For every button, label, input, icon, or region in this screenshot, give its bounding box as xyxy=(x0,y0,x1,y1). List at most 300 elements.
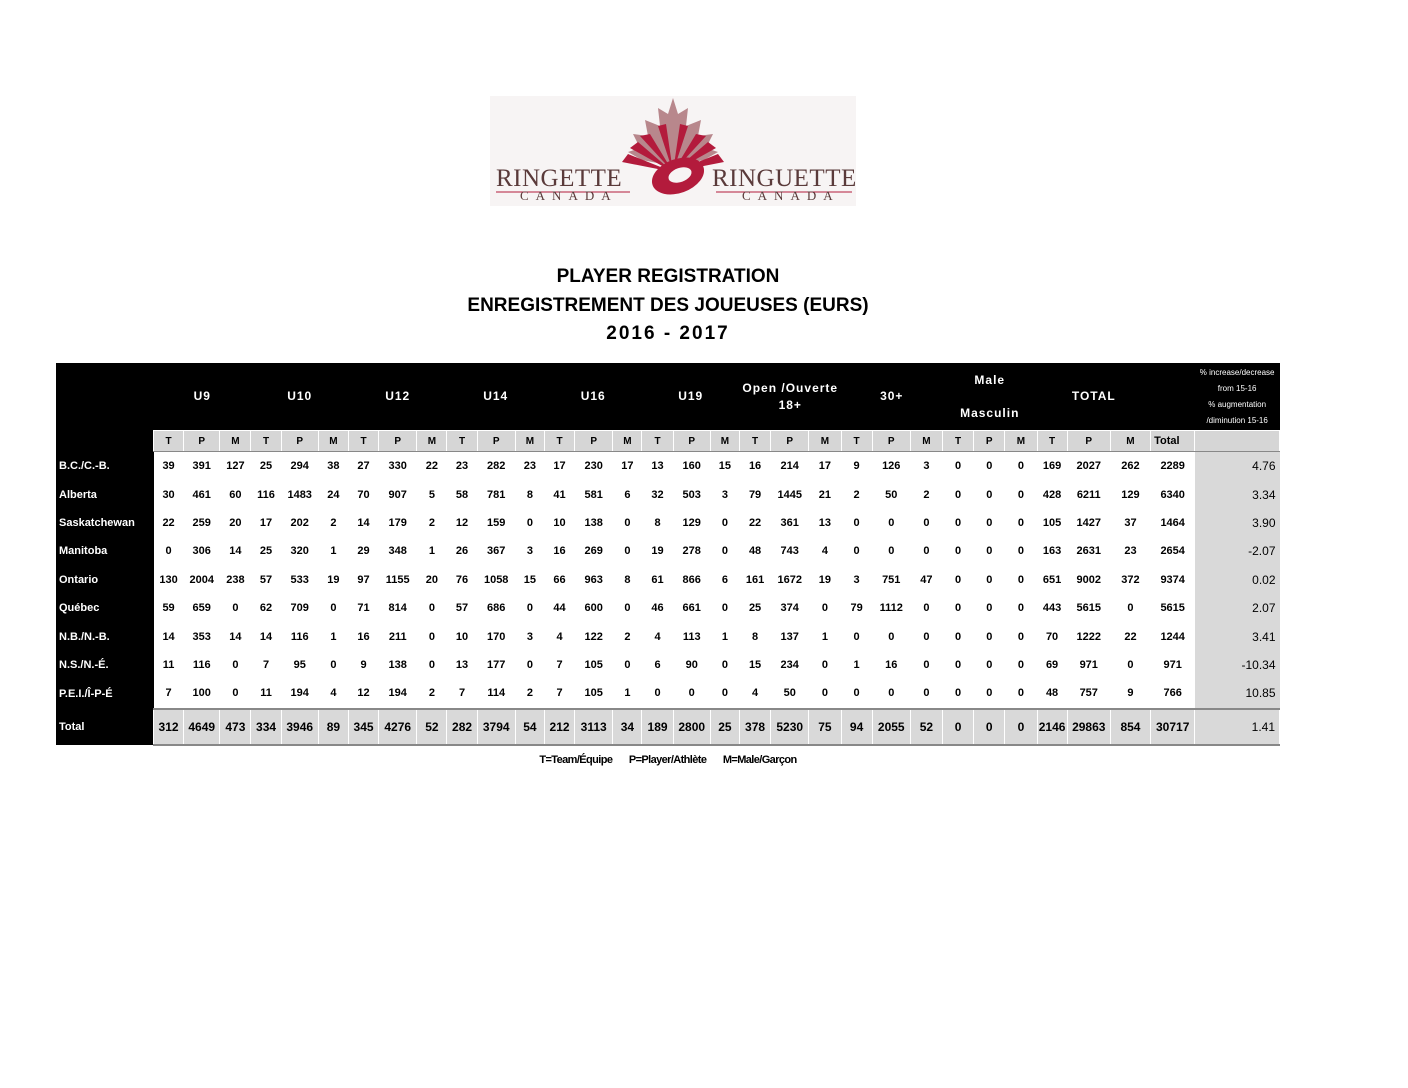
pct-line4: /diminution 15-16 xyxy=(1206,415,1268,425)
count-cell: 0 xyxy=(910,679,942,708)
count-cell: 24 xyxy=(318,480,348,508)
count-cell: 116 xyxy=(251,480,281,508)
subheader-t: T xyxy=(154,431,184,452)
total-count-cell: 282 xyxy=(447,709,477,745)
count-cell: 90 xyxy=(673,651,710,679)
count-cell: 137 xyxy=(771,622,809,650)
count-cell: 269 xyxy=(575,537,613,565)
subheader-p: P xyxy=(1067,431,1110,452)
count-cell: 757 xyxy=(1067,679,1110,708)
count-cell: 3 xyxy=(910,452,942,481)
row-total-cell: 766 xyxy=(1151,679,1195,708)
count-cell: 0 xyxy=(943,566,974,594)
count-cell: 114 xyxy=(477,679,515,708)
total-count-cell: 2055 xyxy=(872,709,910,745)
subheader-m: M xyxy=(220,431,251,452)
count-cell: 0 xyxy=(872,679,910,708)
subheader-m: M xyxy=(910,431,942,452)
count-cell: 0 xyxy=(613,537,642,565)
count-cell: 76 xyxy=(447,566,477,594)
count-cell: 0 xyxy=(1110,651,1150,679)
count-cell: 17 xyxy=(251,509,281,537)
count-cell: 17 xyxy=(613,452,642,481)
count-cell: 41 xyxy=(544,480,574,508)
total-count-cell: 212 xyxy=(544,709,574,745)
total-count-cell: 4649 xyxy=(184,709,220,745)
count-cell: 12 xyxy=(348,679,378,708)
count-cell: 0 xyxy=(943,622,974,650)
count-cell: 0 xyxy=(515,594,544,622)
subheader-m: M xyxy=(613,431,642,452)
count-cell: 3 xyxy=(710,480,739,508)
count-cell: 367 xyxy=(477,537,515,565)
row-total-cell: 5615 xyxy=(1151,594,1195,622)
count-cell: 581 xyxy=(575,480,613,508)
count-cell: 0 xyxy=(910,509,942,537)
logo-text-ringuette: RINGUETTE xyxy=(712,165,857,192)
row-total-cell: 6340 xyxy=(1151,480,1195,508)
province-label: P.E.I./Î-P-É xyxy=(56,679,154,708)
count-cell: 177 xyxy=(477,651,515,679)
total-count-cell: 75 xyxy=(809,709,841,745)
count-cell: 348 xyxy=(379,537,417,565)
count-cell: 70 xyxy=(348,480,378,508)
count-cell: 19 xyxy=(318,566,348,594)
count-cell: 170 xyxy=(477,622,515,650)
pct-change-cell: -10.34 xyxy=(1195,651,1280,679)
count-cell: 7 xyxy=(447,679,477,708)
count-cell: 105 xyxy=(575,679,613,708)
total-count-cell: 312 xyxy=(154,709,184,745)
count-cell: 230 xyxy=(575,452,613,481)
count-cell: 66 xyxy=(544,566,574,594)
count-cell: 122 xyxy=(575,622,613,650)
count-cell: 0 xyxy=(1005,622,1037,650)
group-total: TOTAL xyxy=(1037,363,1151,431)
subheader-p: P xyxy=(477,431,515,452)
count-cell: 3 xyxy=(515,622,544,650)
subheader-m: M xyxy=(809,431,841,452)
subheader-m: M xyxy=(710,431,739,452)
pct-line2: from 15-16 xyxy=(1217,383,1257,393)
count-cell: 0 xyxy=(872,622,910,650)
count-cell: 20 xyxy=(417,566,447,594)
count-cell: 71 xyxy=(348,594,378,622)
count-cell: 2 xyxy=(841,480,872,508)
count-cell: 743 xyxy=(771,537,809,565)
count-cell: 6 xyxy=(613,480,642,508)
count-cell: 294 xyxy=(281,452,318,481)
count-cell: 282 xyxy=(477,452,515,481)
count-cell: 202 xyxy=(281,509,318,537)
total-count-cell: 5230 xyxy=(771,709,809,745)
count-cell: 2 xyxy=(318,509,348,537)
count-cell: 0 xyxy=(943,679,974,708)
count-cell: 374 xyxy=(771,594,809,622)
count-cell: 214 xyxy=(771,452,809,481)
subheader-t: T xyxy=(348,431,378,452)
count-cell: 69 xyxy=(1037,651,1067,679)
count-cell: 1 xyxy=(710,622,739,650)
count-cell: 907 xyxy=(379,480,417,508)
count-cell: 0 xyxy=(1005,651,1037,679)
legend xyxy=(0,754,1336,766)
count-cell: 238 xyxy=(220,566,251,594)
count-cell: 0 xyxy=(710,594,739,622)
count-cell: 814 xyxy=(379,594,417,622)
total-label: Total xyxy=(56,709,154,745)
total-head-blank xyxy=(1151,363,1195,431)
table-row xyxy=(56,566,1280,594)
total-count-cell: 345 xyxy=(348,709,378,745)
count-cell: 22 xyxy=(1110,622,1150,650)
count-cell: 2 xyxy=(417,679,447,708)
count-cell: 0 xyxy=(318,651,348,679)
count-cell: 22 xyxy=(739,509,770,537)
group-pct-change xyxy=(1195,363,1280,431)
group-male xyxy=(943,363,1037,431)
total-count-cell: 189 xyxy=(642,709,673,745)
page-subtitle-french: ENREGISTREMENT DES JOUEUSES (EURS) xyxy=(467,295,869,316)
count-cell: 129 xyxy=(1110,480,1150,508)
count-cell: 1 xyxy=(841,651,872,679)
subheader-p: P xyxy=(184,431,220,452)
page-title: PLAYER REGISTRATION xyxy=(556,266,780,287)
count-cell: 1058 xyxy=(477,566,515,594)
count-cell: 129 xyxy=(673,509,710,537)
count-cell: 7 xyxy=(154,679,184,708)
count-cell: 16 xyxy=(348,622,378,650)
count-cell: 27 xyxy=(348,452,378,481)
count-cell: 25 xyxy=(251,537,281,565)
subheader-pct-blank xyxy=(1195,431,1280,452)
count-cell: 0 xyxy=(154,537,184,565)
count-cell: 22 xyxy=(417,452,447,481)
count-cell: 16 xyxy=(544,537,574,565)
count-cell: 1 xyxy=(809,622,841,650)
count-cell: 0 xyxy=(841,679,872,708)
count-cell: 0 xyxy=(943,651,974,679)
legend-team: T=Team/Équipe xyxy=(539,754,613,766)
count-cell: 0 xyxy=(417,651,447,679)
count-cell: 0 xyxy=(613,509,642,537)
count-cell: 0 xyxy=(974,509,1005,537)
count-cell: 25 xyxy=(739,594,770,622)
count-cell: 659 xyxy=(184,594,220,622)
count-cell: 1112 xyxy=(872,594,910,622)
count-cell: 428 xyxy=(1037,480,1067,508)
count-cell: 8 xyxy=(613,566,642,594)
count-cell: 5615 xyxy=(1067,594,1110,622)
count-cell: 60 xyxy=(220,480,251,508)
count-cell: 14 xyxy=(251,622,281,650)
count-cell: 14 xyxy=(154,622,184,650)
count-cell: 15 xyxy=(739,651,770,679)
count-cell: 0 xyxy=(910,594,942,622)
count-cell: 38 xyxy=(318,452,348,481)
count-cell: 361 xyxy=(771,509,809,537)
subheader-p: P xyxy=(771,431,809,452)
province-label: Saskatchewan xyxy=(56,509,154,537)
count-cell: 0 xyxy=(613,594,642,622)
count-cell: 0 xyxy=(642,679,673,708)
count-cell: 105 xyxy=(1037,509,1067,537)
subheader-t: T xyxy=(1037,431,1067,452)
count-cell: 1672 xyxy=(771,566,809,594)
count-cell: 0 xyxy=(220,679,251,708)
count-cell: 4 xyxy=(544,622,574,650)
total-count-cell: 473 xyxy=(220,709,251,745)
count-cell: 11 xyxy=(154,651,184,679)
table-row xyxy=(56,509,1280,537)
total-count-cell: 2146 xyxy=(1037,709,1067,745)
count-cell: 0 xyxy=(673,679,710,708)
count-cell: 0 xyxy=(1005,594,1037,622)
count-cell: 0 xyxy=(1110,594,1150,622)
count-cell: 4 xyxy=(318,679,348,708)
count-cell: 57 xyxy=(447,594,477,622)
season-label: 2016 - 2017 xyxy=(606,323,730,344)
total-count-cell: 4276 xyxy=(379,709,417,745)
subheader-m: M xyxy=(1110,431,1150,452)
count-cell: 2004 xyxy=(184,566,220,594)
row-total-cell: 2654 xyxy=(1151,537,1195,565)
count-cell: 7 xyxy=(544,651,574,679)
count-cell: 0 xyxy=(515,651,544,679)
count-cell: 47 xyxy=(910,566,942,594)
count-cell: 963 xyxy=(575,566,613,594)
group-30plus: 30+ xyxy=(841,363,943,431)
total-count-cell: 52 xyxy=(910,709,942,745)
count-cell: 70 xyxy=(1037,622,1067,650)
count-cell: 7 xyxy=(544,679,574,708)
count-cell: 7 xyxy=(251,651,281,679)
group-u19: U19 xyxy=(642,363,740,431)
count-cell: 866 xyxy=(673,566,710,594)
count-cell: 23 xyxy=(515,452,544,481)
count-cell: 13 xyxy=(809,509,841,537)
count-cell: 651 xyxy=(1037,566,1067,594)
count-cell: 2 xyxy=(613,622,642,650)
count-cell: 0 xyxy=(710,679,739,708)
count-cell: 179 xyxy=(379,509,417,537)
count-cell: 0 xyxy=(974,566,1005,594)
group-open-line1: Open /Ouverte xyxy=(742,380,839,395)
total-count-cell: 89 xyxy=(318,709,348,745)
count-cell: 169 xyxy=(1037,452,1067,481)
pct-line3: % augmentation xyxy=(1208,399,1267,409)
count-cell: 278 xyxy=(673,537,710,565)
total-count-cell: 3946 xyxy=(281,709,318,745)
count-cell: 751 xyxy=(872,566,910,594)
logo-text-canada-right: CANADA xyxy=(742,188,840,203)
count-cell: 0 xyxy=(809,594,841,622)
count-cell: 461 xyxy=(184,480,220,508)
count-cell: 100 xyxy=(184,679,220,708)
count-cell: 0 xyxy=(710,537,739,565)
count-cell: 127 xyxy=(220,452,251,481)
subheader-t: T xyxy=(739,431,770,452)
count-cell: 20 xyxy=(220,509,251,537)
count-cell: 116 xyxy=(281,622,318,650)
count-cell: 2 xyxy=(910,480,942,508)
count-cell: 0 xyxy=(1005,452,1037,481)
registration-table xyxy=(56,363,1280,746)
subheader-m: M xyxy=(318,431,348,452)
province-label: Ontario xyxy=(56,566,154,594)
total-count-cell: 0 xyxy=(1005,709,1037,745)
count-cell: 1 xyxy=(613,679,642,708)
province-label: N.S./N.-É. xyxy=(56,651,154,679)
count-cell: 661 xyxy=(673,594,710,622)
count-cell: 0 xyxy=(1005,566,1037,594)
subheader-p: P xyxy=(379,431,417,452)
count-cell: 30 xyxy=(154,480,184,508)
group-open-line2: 18+ xyxy=(778,397,802,412)
count-cell: 161 xyxy=(739,566,770,594)
count-cell: 26 xyxy=(447,537,477,565)
grand-total-cell: 30717 xyxy=(1151,709,1195,745)
count-cell: 10 xyxy=(544,509,574,537)
group-header-row xyxy=(56,363,1280,431)
pct-change-cell: 3.41 xyxy=(1195,622,1280,650)
count-cell: 0 xyxy=(220,594,251,622)
count-cell: 4 xyxy=(739,679,770,708)
count-cell: 0 xyxy=(974,537,1005,565)
count-cell: 50 xyxy=(872,480,910,508)
total-row xyxy=(56,709,1280,745)
count-cell: 0 xyxy=(220,651,251,679)
total-pct-cell: 1.41 xyxy=(1195,709,1280,745)
count-cell: 9 xyxy=(1110,679,1150,708)
count-cell: 19 xyxy=(809,566,841,594)
count-cell: 46 xyxy=(642,594,673,622)
count-cell: 48 xyxy=(739,537,770,565)
count-cell: 0 xyxy=(872,509,910,537)
count-cell: 0 xyxy=(1005,679,1037,708)
count-cell: 17 xyxy=(809,452,841,481)
subheader-t: T xyxy=(544,431,574,452)
logo-text-canada-left: CANADA xyxy=(520,188,618,203)
count-cell: 0 xyxy=(809,651,841,679)
count-cell: 1445 xyxy=(771,480,809,508)
table-row xyxy=(56,594,1280,622)
count-cell: 105 xyxy=(575,651,613,679)
subheader-t: T xyxy=(447,431,477,452)
group-male-line1: Male xyxy=(974,372,1006,387)
count-cell: 126 xyxy=(872,452,910,481)
count-cell: 44 xyxy=(544,594,574,622)
group-u14: U14 xyxy=(447,363,545,431)
count-cell: 503 xyxy=(673,480,710,508)
count-cell: 3 xyxy=(515,537,544,565)
subheader-t: T xyxy=(642,431,673,452)
count-cell: 372 xyxy=(1110,566,1150,594)
count-cell: 6211 xyxy=(1067,480,1110,508)
count-cell: 29 xyxy=(348,537,378,565)
count-cell: 709 xyxy=(281,594,318,622)
row-total-cell: 9374 xyxy=(1151,566,1195,594)
count-cell: 11 xyxy=(251,679,281,708)
count-cell: 0 xyxy=(1005,480,1037,508)
count-cell: 19 xyxy=(642,537,673,565)
total-count-cell: 94 xyxy=(841,709,872,745)
count-cell: 0 xyxy=(974,651,1005,679)
count-cell: 0 xyxy=(515,509,544,537)
count-cell: 1 xyxy=(417,537,447,565)
ringette-canada-logo xyxy=(490,96,856,206)
count-cell: 8 xyxy=(515,480,544,508)
count-cell: 391 xyxy=(184,452,220,481)
group-u10: U10 xyxy=(251,363,349,431)
subheader-t: T xyxy=(251,431,281,452)
count-cell: 0 xyxy=(417,622,447,650)
count-cell: 16 xyxy=(872,651,910,679)
count-cell: 138 xyxy=(575,509,613,537)
table-row xyxy=(56,452,1280,481)
province-label: Québec xyxy=(56,594,154,622)
subheader-p: P xyxy=(673,431,710,452)
subheader-p: P xyxy=(575,431,613,452)
count-cell: 57 xyxy=(251,566,281,594)
total-count-cell: 854 xyxy=(1110,709,1150,745)
count-cell: 8 xyxy=(642,509,673,537)
count-cell: 59 xyxy=(154,594,184,622)
count-cell: 32 xyxy=(642,480,673,508)
count-cell: 2 xyxy=(417,509,447,537)
pct-change-cell: 3.90 xyxy=(1195,509,1280,537)
count-cell: 2631 xyxy=(1067,537,1110,565)
group-u9: U9 xyxy=(154,363,251,431)
count-cell: 9 xyxy=(841,452,872,481)
count-cell: 0 xyxy=(943,452,974,481)
count-cell: 0 xyxy=(974,679,1005,708)
group-u16: U16 xyxy=(544,363,642,431)
subheader-p: P xyxy=(872,431,910,452)
row-total-cell: 1244 xyxy=(1151,622,1195,650)
count-cell: 0 xyxy=(710,509,739,537)
total-count-cell: 378 xyxy=(739,709,770,745)
group-male-line2: Masculin xyxy=(960,405,1020,420)
count-cell: 62 xyxy=(251,594,281,622)
count-cell: 21 xyxy=(809,480,841,508)
count-cell: 971 xyxy=(1067,651,1110,679)
legend-player: P=Player/Athlète xyxy=(628,754,707,766)
count-cell: 23 xyxy=(1110,537,1150,565)
count-cell: 39 xyxy=(154,452,184,481)
count-cell: 4 xyxy=(642,622,673,650)
total-count-cell: 34 xyxy=(613,709,642,745)
row-total-cell: 971 xyxy=(1151,651,1195,679)
count-cell: 13 xyxy=(642,452,673,481)
pct-line1: % increase/decrease xyxy=(1199,367,1275,377)
count-cell: 13 xyxy=(447,651,477,679)
count-cell: 0 xyxy=(613,651,642,679)
count-cell: 48 xyxy=(1037,679,1067,708)
table-row xyxy=(56,679,1280,708)
count-cell: 10 xyxy=(447,622,477,650)
count-cell: 0 xyxy=(910,622,942,650)
subheader-t: T xyxy=(841,431,872,452)
count-cell: 163 xyxy=(1037,537,1067,565)
count-cell: 116 xyxy=(184,651,220,679)
subheader-row xyxy=(56,431,1280,452)
count-cell: 234 xyxy=(771,651,809,679)
subheader-p: P xyxy=(281,431,318,452)
pct-change-cell: 3.34 xyxy=(1195,480,1280,508)
count-cell: 79 xyxy=(739,480,770,508)
count-cell: 22 xyxy=(154,509,184,537)
